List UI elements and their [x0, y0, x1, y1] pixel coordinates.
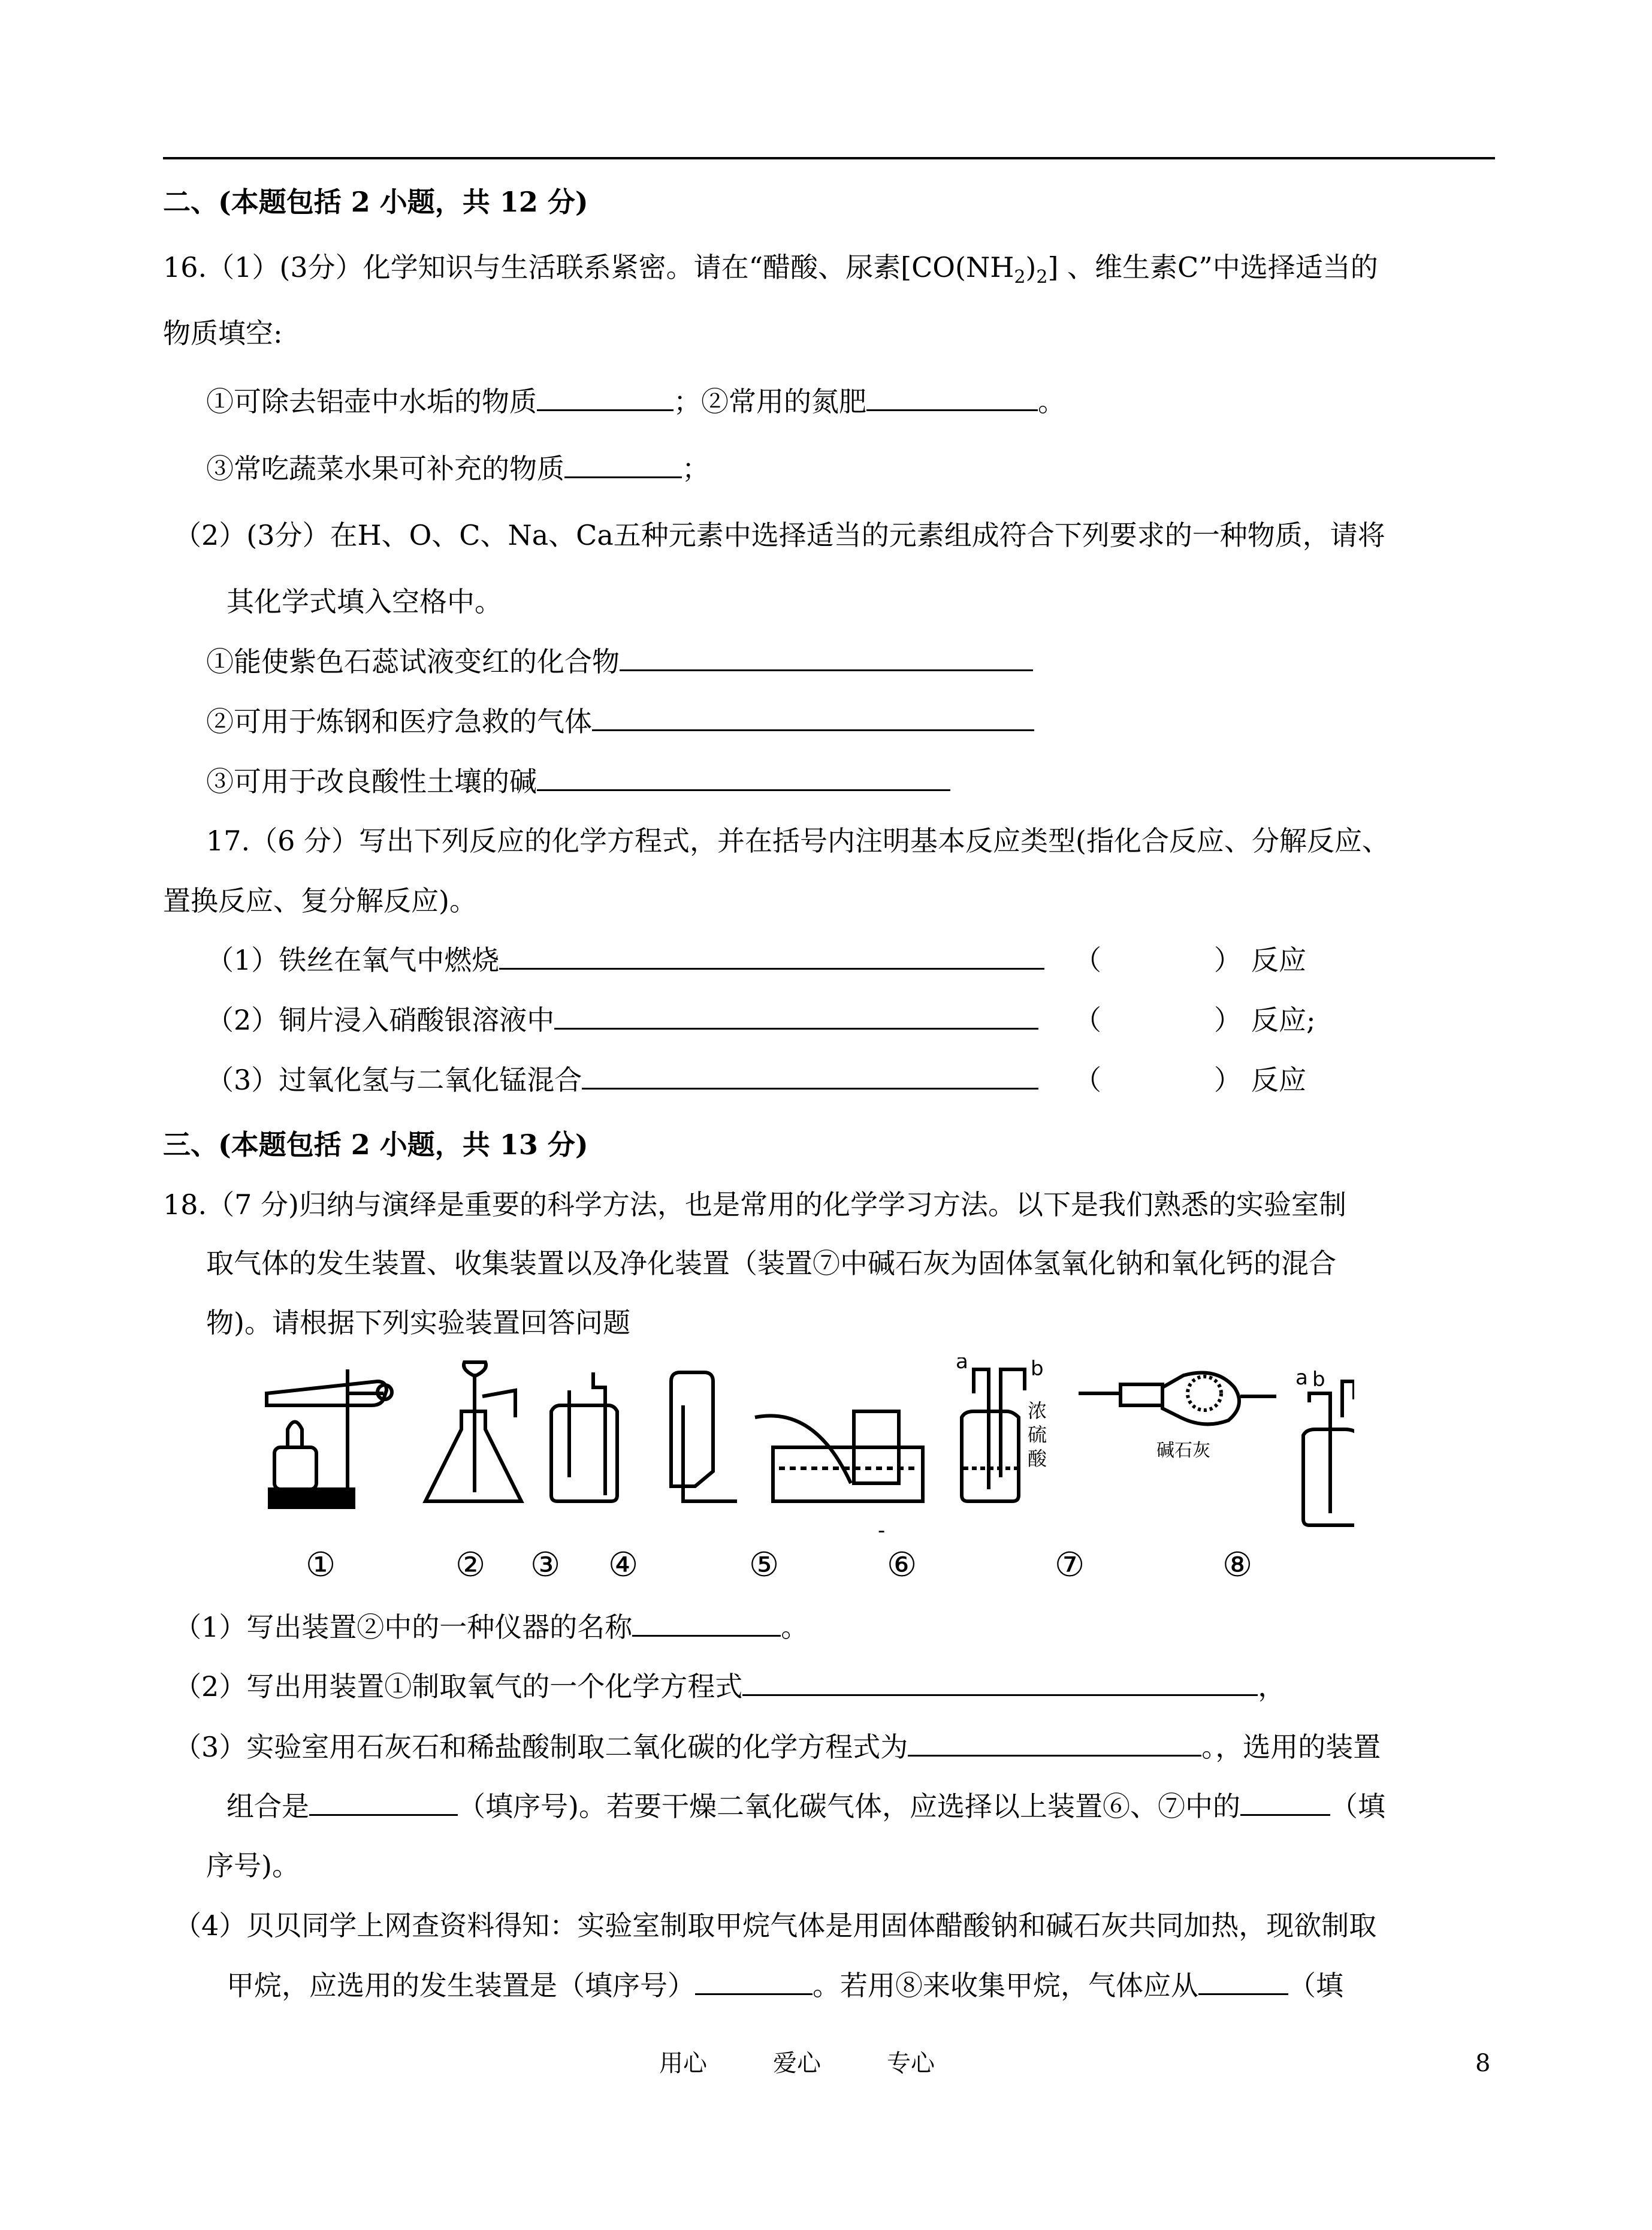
q16-p2-item2	[206, 704, 1034, 740]
q16-item1	[206, 384, 1065, 420]
q16-item1a-text: ①可除去铝壶中水垢的物质	[206, 385, 537, 418]
q16-item1b	[206, 451, 709, 487]
answer-blank-2a[interactable]	[620, 645, 1033, 671]
fig-label-5: ⑤	[749, 1546, 780, 1585]
q18-s2	[174, 1668, 1285, 1704]
q17-r2-type: 反应;	[1251, 1004, 1316, 1036]
fig-label-2: ②	[455, 1546, 486, 1585]
apparatus-8-gas-bottle	[1303, 1381, 1354, 1525]
answer-blank-r2[interactable]	[554, 1004, 1038, 1030]
apparatus-7-drying-tube	[1079, 1373, 1276, 1425]
q18-s2-end: ，	[1258, 1670, 1286, 1703]
q16-item1a-end: 。	[1038, 385, 1065, 418]
answer-blank-s2[interactable]	[742, 1670, 1258, 1696]
apparatus-5-water-trough	[755, 1411, 923, 1501]
q18-s3-l1b: 。，选用的装置	[1201, 1731, 1381, 1763]
footer-word-3: 专心	[887, 2050, 935, 2077]
q17-r3-paren-open: （	[1074, 1064, 1101, 1096]
q16-sub1: 2	[1014, 267, 1026, 288]
page-number: 8	[1475, 2050, 1491, 2077]
q17-r1	[206, 942, 1044, 978]
q18-s3-line3: 序号)。	[206, 1849, 300, 1882]
q16-line1-end: ] 、维生素C”中选择适当的	[1047, 251, 1378, 283]
fig-acid-char2: 硫	[1028, 1423, 1047, 1446]
q16-p2-item3	[206, 764, 950, 799]
answer-blank-1a[interactable]	[537, 385, 674, 411]
q16-part2-line1: （2）(3分）在H、O、C、Na、Ca五种元素中选择适当的元素组成符合下列要求的一种物质，请将	[174, 519, 1385, 551]
fig-label-7: ⑦	[1055, 1546, 1085, 1585]
q18-s3-l1a: （3）实验室用石灰石和稀盐酸制取二氧化碳的化学方程式为	[174, 1731, 908, 1763]
fig-acid-char1: 浓	[1028, 1399, 1047, 1422]
fig-acid-char3: 酸	[1028, 1447, 1047, 1470]
q16-item1a-sep: ；②常用的氮肥	[674, 385, 866, 418]
apparatus-4-inverted-bottle	[671, 1372, 737, 1501]
q16-p2-item1	[206, 644, 1033, 680]
q17-r3-type: 反应	[1251, 1064, 1306, 1096]
q18-s4-l2c: （填	[1288, 1969, 1343, 2002]
q16-line1	[163, 249, 1378, 295]
q18-s2-text: （2）写出用装置①制取氧气的一个化学方程式	[174, 1670, 743, 1703]
footer-word-1: 用心	[659, 2050, 707, 2077]
answer-blank-s3c[interactable]	[1240, 1790, 1330, 1816]
fig-label-6: ⑥	[887, 1546, 917, 1585]
apparatus-2-conical-flask	[425, 1362, 521, 1501]
q18-s4-line1: （4）贝贝同学上网查资料得知：实验室制取甲烷气体是用固体醋酸钠和碱石灰共同加热，现欲制取	[174, 1909, 1377, 1942]
q18-s3-l2a: 组合是	[226, 1790, 309, 1822]
answer-blank-1c[interactable]	[564, 452, 682, 478]
answer-blank-2b[interactable]	[592, 705, 1034, 731]
q17-r1-paren-open: （	[1074, 944, 1101, 976]
q18-s1-text: （1）写出装置②中的一种仪器的名称	[174, 1611, 633, 1643]
answer-blank-s3a[interactable]	[908, 1731, 1201, 1757]
q17-r3-text: （3）过氧化氢与二氧化锰混合	[206, 1064, 582, 1096]
q16-p2-item1-text: ①能使紫色石蕊试液变红的化合物	[206, 645, 620, 678]
q18-s3-l2c: （填	[1330, 1790, 1385, 1822]
q18-line3: 物)。请根据下列实验装置回答问题	[206, 1306, 630, 1339]
answer-blank-s1[interactable]	[632, 1611, 781, 1637]
fig-soda-lime-label: 碱石灰	[1156, 1440, 1210, 1461]
answer-blank-s4b[interactable]	[1198, 1969, 1288, 1995]
q18-s4-l2b: 。若用⑧来收集甲烷，气体应从	[813, 1969, 1198, 2002]
q18-s1	[174, 1609, 808, 1645]
q18-s3-line2	[226, 1788, 1385, 1824]
q17-r2	[206, 1002, 1038, 1038]
q17-r1-text: （1）铁丝在氧气中燃烧	[206, 944, 500, 976]
q16-sub2: 2	[1036, 267, 1048, 288]
fig-dash-mark: -	[878, 1519, 886, 1543]
q18-s1-end: 。	[781, 1611, 809, 1643]
lab-apparatus-figure	[258, 1357, 1354, 1591]
fig-label-1: ①	[306, 1546, 336, 1585]
q17-r2-paren-open: （	[1074, 1004, 1101, 1036]
q18-line2: 取气体的发生装置、收集装置以及净化装置（装置⑦中碱石灰为固体氢氧化钠和氧化钙的混合	[206, 1247, 1336, 1280]
q16-part2-line2: 其化学式填入空格中。	[226, 586, 502, 618]
q16-line1-mid: )	[1025, 251, 1037, 283]
answer-blank-s3b[interactable]	[309, 1790, 458, 1816]
answer-blank-2c[interactable]	[537, 765, 950, 791]
fig-label-8: ⑧	[1222, 1546, 1253, 1585]
section-2-heading: 二、(本题包括 2 小题，共 12 分)	[163, 186, 588, 218]
q17-r3	[206, 1062, 1038, 1098]
fig-a-label-8: a	[1295, 1366, 1308, 1390]
section-3-heading: 三、(本题包括 2 小题，共 13 分)	[163, 1128, 588, 1161]
q17-r2-text: （2）铜片浸入硝酸银溶液中	[206, 1004, 555, 1036]
apparatus-6-wash-bottle	[962, 1369, 1025, 1501]
answer-blank-s4a[interactable]	[695, 1969, 813, 1995]
header-rule	[163, 157, 1495, 159]
q17-r3-paren-close: ）	[1214, 1064, 1242, 1096]
fig-label-4: ④	[608, 1546, 639, 1585]
q17-line2: 置换反应、复分解反应)。	[163, 885, 477, 917]
q16-p2-item3-text: ③可用于改良酸性土壤的碱	[206, 765, 537, 798]
answer-blank-r1[interactable]	[499, 944, 1044, 970]
fig-b-label-6: b	[1031, 1357, 1044, 1381]
apparatus-3-gas-bottle	[551, 1372, 617, 1501]
footer-word-2: 爱心	[773, 2050, 821, 2077]
fig-label-3: ③	[530, 1546, 561, 1585]
q16-line1-text: 16.（1）(3分）化学知识与生活联系紧密。请在“醋酸、尿素[CO(NH	[163, 251, 1014, 283]
apparatus-1-heating-setup	[267, 1369, 392, 1507]
q18-s3-l2b: （填序号)。若要干燥二氧化碳气体，应选择以上装置⑥、⑦中的	[458, 1790, 1240, 1822]
q16-p2-item2-text: ②可用于炼钢和医疗急救的气体	[206, 705, 592, 738]
q18-s3-line1	[174, 1729, 1381, 1765]
q16-item1b-end: ；	[682, 452, 709, 485]
q17-line1: 17.（6 分）写出下列反应的化学方程式，并在括号内注明基本反应类型(指化合反应、分解反应、	[206, 825, 1390, 857]
q17-r1-paren-close: ）	[1214, 944, 1242, 976]
q18-s4-line2	[226, 1968, 1343, 2003]
fig-a-label-6: a	[956, 1357, 968, 1374]
answer-blank-1b[interactable]	[866, 385, 1038, 411]
q17-r2-paren-close: ）	[1214, 1004, 1242, 1036]
q16-item1b-text: ③常吃蔬菜水果可补充的物质	[206, 452, 564, 485]
q18-line1: 18.（7 分)归纳与演绎是重要的科学方法，也是常用的化学学习方法。以下是我们熟悉的实验室制	[163, 1188, 1346, 1221]
q16-line2: 物质填空:	[163, 317, 283, 349]
answer-blank-r3[interactable]	[582, 1064, 1038, 1090]
fig-b-label-8: b	[1312, 1368, 1325, 1392]
q18-s4-l2a: 甲烷，应选用的发生装置是（填序号）	[226, 1969, 695, 2002]
q17-r1-type: 反应	[1251, 944, 1306, 976]
